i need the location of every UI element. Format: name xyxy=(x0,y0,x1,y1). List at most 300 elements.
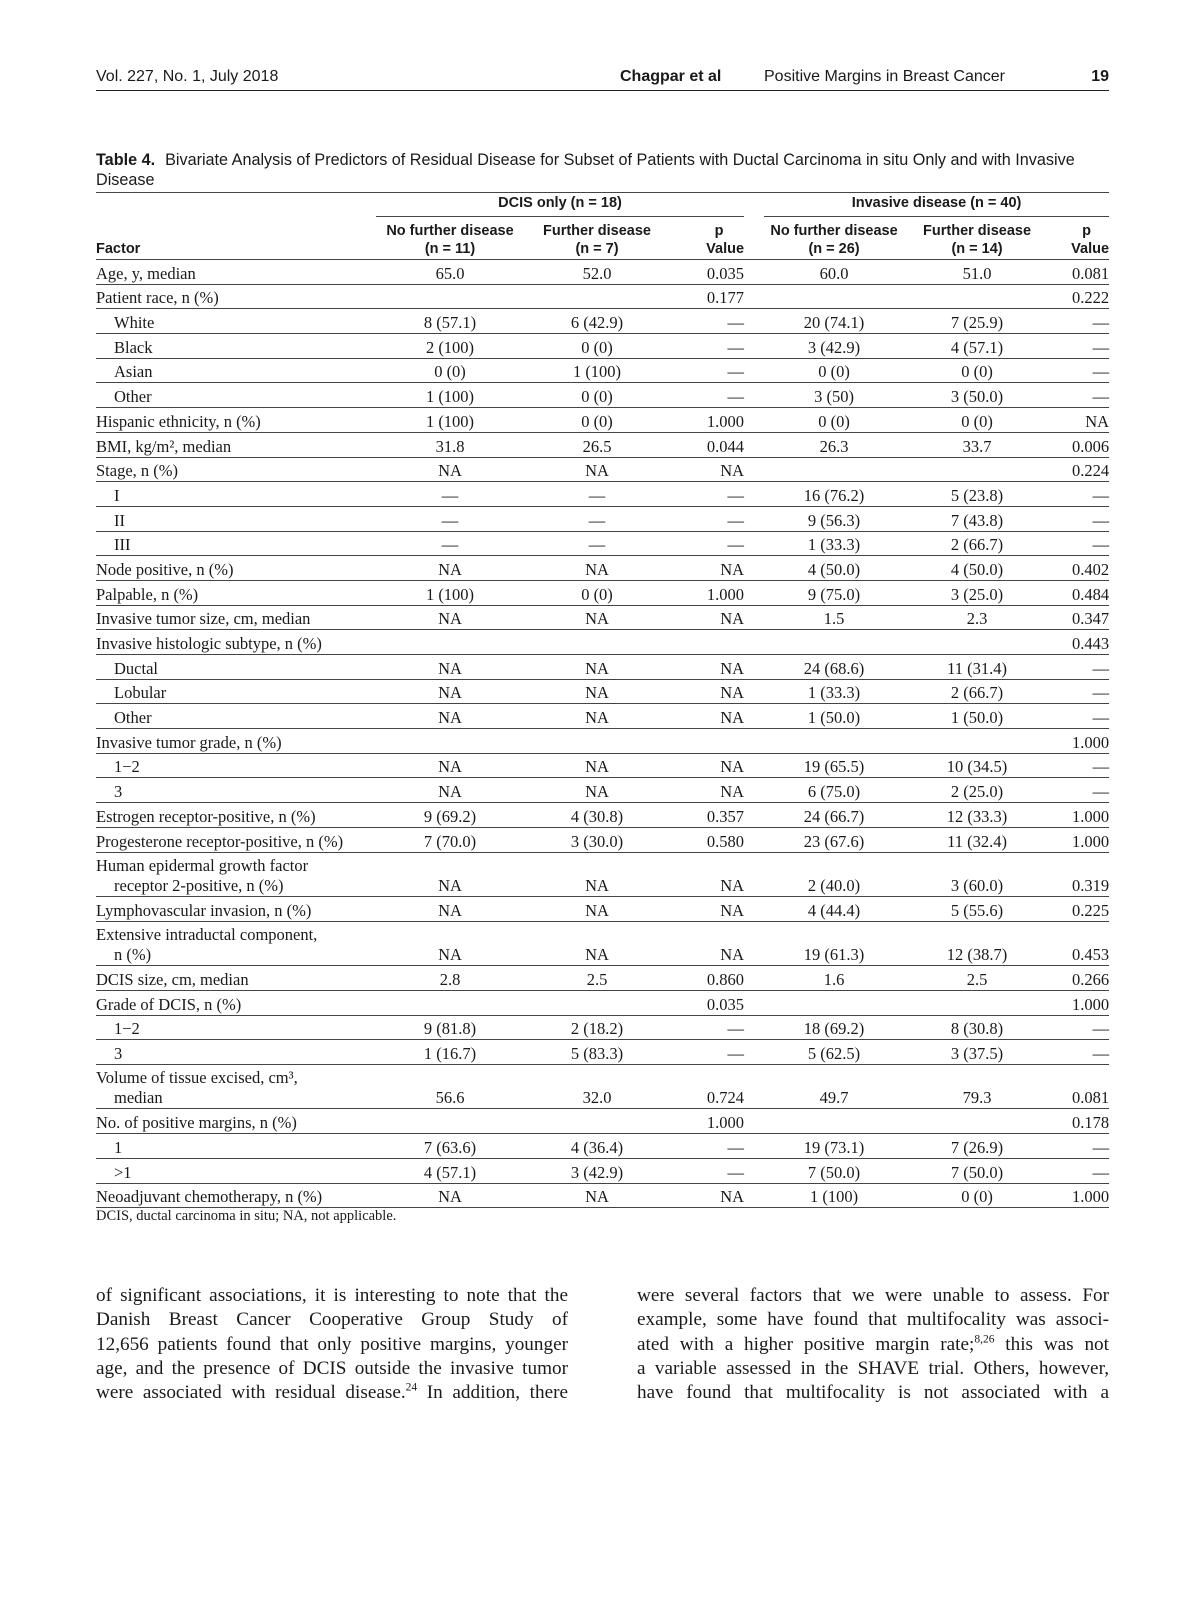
further-dcis-cell: NA xyxy=(524,655,670,680)
p-value-dcis-cell xyxy=(670,729,744,754)
further-dcis-cell: NA xyxy=(524,778,670,803)
further-dcis-cell: NA xyxy=(524,753,670,778)
no-further-invasive-cell: 2 (40.0) xyxy=(764,852,904,897)
further-invasive-cell: 8 (30.8) xyxy=(904,1015,1050,1040)
p-value-dcis-cell: — xyxy=(670,506,744,531)
factor-cell: BMI, kg/m², median xyxy=(96,432,376,457)
further-dcis-cell xyxy=(524,1109,670,1134)
spacer-cell xyxy=(744,482,764,507)
table-row xyxy=(96,358,1109,383)
further-invasive-cell: 51.0 xyxy=(904,260,1050,285)
p-value-invasive-cell: NA xyxy=(1050,408,1109,433)
p-value-invasive-cell: 0.347 xyxy=(1050,605,1109,630)
spacer-cell xyxy=(744,1183,764,1208)
further-invasive-cell xyxy=(904,457,1050,482)
p-value-dcis-cell: — xyxy=(670,482,744,507)
table-footnote: DCIS, ductal carcinoma in situ; NA, not applicable. xyxy=(96,1208,397,1224)
further-dcis-cell: 4 (36.4) xyxy=(524,1134,670,1159)
no-further-dcis-cell: 31.8 xyxy=(376,432,524,457)
further-invasive-cell: 5 (23.8) xyxy=(904,482,1050,507)
p-value-dcis-cell: — xyxy=(670,1158,744,1183)
body-line: 12,656 patients found that only positive margins, younger xyxy=(96,1333,568,1355)
spacer-cell xyxy=(744,827,764,852)
spacer-cell xyxy=(744,729,764,754)
p-value-invasive-cell: — xyxy=(1050,704,1109,729)
no-further-dcis-cell: 7 (70.0) xyxy=(376,827,524,852)
further-invasive-cell: 12 (38.7) xyxy=(904,921,1050,966)
further-dcis-cell: 32.0 xyxy=(524,1064,670,1109)
p-value-dcis-cell: 0.177 xyxy=(670,284,744,309)
spacer-cell xyxy=(744,1109,764,1134)
factor-cell: Invasive histologic subtype, n (%) xyxy=(96,630,376,655)
no-further-dcis-cell: NA xyxy=(376,1183,524,1208)
no-further-invasive-cell: 0 (0) xyxy=(764,358,904,383)
p-value-dcis-cell: 0.044 xyxy=(670,432,744,457)
no-further-invasive-cell xyxy=(764,990,904,1015)
table-row xyxy=(96,1158,1109,1183)
group-invasive-disease: Invasive disease (n = 40) xyxy=(764,193,1109,219)
factor-cell: Volume of tissue excised, cm³, median xyxy=(96,1064,376,1109)
group-dcis-only: DCIS only (n = 18) xyxy=(376,193,744,219)
p-value-dcis-cell: NA xyxy=(670,778,744,803)
p-value-invasive-cell: 0.006 xyxy=(1050,432,1109,457)
p-value-dcis-cell: — xyxy=(670,1015,744,1040)
factor-cell: Invasive tumor grade, n (%) xyxy=(96,729,376,754)
further-dcis-cell: NA xyxy=(524,457,670,482)
no-further-invasive-cell: 16 (76.2) xyxy=(764,482,904,507)
p-value-invasive-cell: 0.266 xyxy=(1050,966,1109,991)
further-invasive-cell: 10 (34.5) xyxy=(904,753,1050,778)
factor-cell: Invasive tumor size, cm, median xyxy=(96,605,376,630)
table-row xyxy=(96,966,1109,991)
further-invasive-cell: 3 (37.5) xyxy=(904,1040,1050,1065)
factor-cell: White xyxy=(96,309,376,334)
table-row xyxy=(96,630,1109,655)
p-value-invasive-cell: — xyxy=(1050,358,1109,383)
further-invasive-cell: 7 (26.9) xyxy=(904,1134,1050,1159)
p-value-dcis-cell: 0.357 xyxy=(670,803,744,828)
spacer-cell xyxy=(744,852,764,897)
factor-cell: I xyxy=(96,482,376,507)
body-line: were several factors that we were unable to assess. For xyxy=(637,1285,1109,1306)
table-row xyxy=(96,729,1109,754)
p-value-invasive-cell: 1.000 xyxy=(1050,729,1109,754)
further-dcis-cell: — xyxy=(524,482,670,507)
table-group-header xyxy=(96,193,1109,219)
no-further-dcis-cell: — xyxy=(376,506,524,531)
factor-cell: >1 xyxy=(96,1158,376,1183)
p-value-dcis-cell: NA xyxy=(670,457,744,482)
table-row xyxy=(96,655,1109,680)
no-further-invasive-cell: 60.0 xyxy=(764,260,904,285)
further-invasive-cell xyxy=(904,1109,1050,1134)
further-invasive-cell xyxy=(904,729,1050,754)
further-dcis-cell: NA xyxy=(524,704,670,729)
spacer-cell xyxy=(744,1134,764,1159)
no-further-invasive-cell: 24 (66.7) xyxy=(764,803,904,828)
p-value-dcis-cell: 1.000 xyxy=(670,408,744,433)
table-row xyxy=(96,827,1109,852)
table-caption xyxy=(96,150,1109,190)
table-row xyxy=(96,921,1109,966)
further-invasive-cell: 11 (32.4) xyxy=(904,827,1050,852)
p-value-dcis-cell: 0.035 xyxy=(670,260,744,285)
no-further-dcis-cell: 1 (100) xyxy=(376,408,524,433)
spacer-cell xyxy=(744,383,764,408)
p-value-invasive-cell: 1.000 xyxy=(1050,803,1109,828)
p-value-dcis-cell: 0.724 xyxy=(670,1064,744,1109)
p-value-invasive-cell: — xyxy=(1050,506,1109,531)
further-invasive-cell: 0 (0) xyxy=(904,358,1050,383)
p-value-invasive-cell: 0.224 xyxy=(1050,457,1109,482)
table-row xyxy=(96,457,1109,482)
col-further-dcis: Further disease (n = 7) xyxy=(524,218,670,260)
no-further-invasive-cell: 1 (33.3) xyxy=(764,531,904,556)
no-further-invasive-cell: 7 (50.0) xyxy=(764,1158,904,1183)
no-further-dcis-cell: NA xyxy=(376,753,524,778)
table-row xyxy=(96,482,1109,507)
table-row xyxy=(96,1015,1109,1040)
further-dcis-cell: 2.5 xyxy=(524,966,670,991)
further-dcis-cell: 2 (18.2) xyxy=(524,1015,670,1040)
p-value-invasive-cell: 0.081 xyxy=(1050,1064,1109,1109)
no-further-dcis-cell: NA xyxy=(376,778,524,803)
spacer-cell xyxy=(744,704,764,729)
table-row xyxy=(96,852,1109,897)
p-value-dcis-cell: — xyxy=(670,309,744,334)
no-further-invasive-cell xyxy=(764,630,904,655)
spacer-cell xyxy=(744,309,764,334)
further-dcis-cell: — xyxy=(524,506,670,531)
no-further-dcis-cell: — xyxy=(376,531,524,556)
col-factor: Factor xyxy=(96,218,376,260)
page-number: 19 xyxy=(1091,68,1109,85)
further-invasive-cell: 5 (55.6) xyxy=(904,897,1050,922)
further-invasive-cell xyxy=(904,630,1050,655)
further-invasive-cell: 2.3 xyxy=(904,605,1050,630)
further-invasive-cell: 3 (50.0) xyxy=(904,383,1050,408)
body-line: age, and the presence of DCIS outside the invasive tumor xyxy=(96,1357,568,1379)
no-further-invasive-cell: 4 (44.4) xyxy=(764,897,904,922)
further-invasive-cell xyxy=(904,990,1050,1015)
no-further-invasive-cell: 1 (33.3) xyxy=(764,679,904,704)
no-further-invasive-cell: 19 (73.1) xyxy=(764,1134,904,1159)
p-value-dcis-cell: NA xyxy=(670,753,744,778)
table-row xyxy=(96,556,1109,581)
body-text-left-column xyxy=(96,1284,568,1405)
factor-cell: 1 xyxy=(96,1134,376,1159)
col-no-further-dcis: No further disease (n = 11) xyxy=(376,218,524,260)
body-line: were associated with residual disease.$^{24}$ In addition, there xyxy=(96,1381,568,1404)
no-further-dcis-cell: 65.0 xyxy=(376,260,524,285)
factor-cell: Palpable, n (%) xyxy=(96,580,376,605)
p-value-invasive-cell: 0.178 xyxy=(1050,1109,1109,1134)
further-dcis-cell xyxy=(524,990,670,1015)
spacer-cell xyxy=(744,580,764,605)
p-value-invasive-cell: 1.000 xyxy=(1050,827,1109,852)
no-further-dcis-cell: 4 (57.1) xyxy=(376,1158,524,1183)
table-row xyxy=(96,753,1109,778)
no-further-invasive-cell xyxy=(764,284,904,309)
spacer-cell xyxy=(744,966,764,991)
spacer-cell xyxy=(744,921,764,966)
no-further-invasive-cell: 18 (69.2) xyxy=(764,1015,904,1040)
table-caption-text: Bivariate Analysis of Predictors of Residual Disease for Subset of Patients with Ductal Carcinoma in situ Only and with Invasive Disease xyxy=(96,151,1075,189)
table-row xyxy=(96,408,1109,433)
table-row xyxy=(96,309,1109,334)
further-dcis-cell: 0 (0) xyxy=(524,334,670,359)
further-invasive-cell: 4 (50.0) xyxy=(904,556,1050,581)
spacer-cell xyxy=(744,990,764,1015)
further-dcis-cell: 3 (42.9) xyxy=(524,1158,670,1183)
spacer-cell xyxy=(744,1064,764,1109)
no-further-invasive-cell: 9 (56.3) xyxy=(764,506,904,531)
further-dcis-cell: 52.0 xyxy=(524,260,670,285)
p-value-dcis-cell: — xyxy=(670,1134,744,1159)
factor-cell: Grade of DCIS, n (%) xyxy=(96,990,376,1015)
factor-cell: Extensive intraductal component, n (%) xyxy=(96,921,376,966)
p-value-invasive-cell: 0.319 xyxy=(1050,852,1109,897)
p-value-dcis-cell: NA xyxy=(670,1183,744,1208)
further-invasive-cell: 2 (25.0) xyxy=(904,778,1050,803)
further-dcis-cell xyxy=(524,284,670,309)
factor-cell: Lobular xyxy=(96,679,376,704)
p-value-invasive-cell: — xyxy=(1050,383,1109,408)
p-value-invasive-cell: 0.443 xyxy=(1050,630,1109,655)
no-further-dcis-cell: 7 (63.6) xyxy=(376,1134,524,1159)
p-value-dcis-cell xyxy=(670,630,744,655)
further-dcis-cell: NA xyxy=(524,556,670,581)
further-invasive-cell: 7 (25.9) xyxy=(904,309,1050,334)
no-further-dcis-cell: 9 (69.2) xyxy=(376,803,524,828)
p-value-invasive-cell: — xyxy=(1050,655,1109,680)
no-further-dcis-cell: NA xyxy=(376,556,524,581)
table-row xyxy=(96,383,1109,408)
factor-cell: 3 xyxy=(96,1040,376,1065)
table-row xyxy=(96,432,1109,457)
table-label: Table 4. xyxy=(96,151,156,169)
factor-cell: Hispanic ethnicity, n (%) xyxy=(96,408,376,433)
factor-cell: Patient race, n (%) xyxy=(96,284,376,309)
further-dcis-cell: 0 (0) xyxy=(524,408,670,433)
table-row xyxy=(96,531,1109,556)
p-value-dcis-cell: — xyxy=(670,1040,744,1065)
further-dcis-cell: NA xyxy=(524,897,670,922)
factor-cell: Black xyxy=(96,334,376,359)
table-row xyxy=(96,506,1109,531)
table-row xyxy=(96,990,1109,1015)
further-invasive-cell: 79.3 xyxy=(904,1064,1050,1109)
factor-cell: Progesterone receptor-positive, n (%) xyxy=(96,827,376,852)
table-row xyxy=(96,679,1109,704)
further-dcis-cell: NA xyxy=(524,679,670,704)
body-line: Danish Breast Cancer Cooperative Group Study of xyxy=(96,1309,568,1331)
body-text-right-column xyxy=(637,1284,1109,1405)
further-dcis-cell: 6 (42.9) xyxy=(524,309,670,334)
no-further-invasive-cell xyxy=(764,457,904,482)
p-value-dcis-cell: — xyxy=(670,383,744,408)
spacer-cell xyxy=(744,605,764,630)
further-invasive-cell: 2.5 xyxy=(904,966,1050,991)
p-value-invasive-cell: 0.081 xyxy=(1050,260,1109,285)
further-invasive-cell: 2 (66.7) xyxy=(904,531,1050,556)
factor-cell: II xyxy=(96,506,376,531)
table-row xyxy=(96,1183,1109,1208)
no-further-dcis-cell: NA xyxy=(376,605,524,630)
no-further-dcis-cell xyxy=(376,990,524,1015)
body-line: have found that multifocality is not associated with a xyxy=(637,1382,1109,1404)
p-value-invasive-cell: — xyxy=(1050,309,1109,334)
no-further-invasive-cell: 24 (68.6) xyxy=(764,655,904,680)
further-invasive-cell: 4 (57.1) xyxy=(904,334,1050,359)
factor-cell: 3 xyxy=(96,778,376,803)
table-row xyxy=(96,897,1109,922)
p-value-dcis-cell: 1.000 xyxy=(670,580,744,605)
spacer-cell xyxy=(744,506,764,531)
table-body xyxy=(96,260,1109,1208)
factor-cell: DCIS size, cm, median xyxy=(96,966,376,991)
p-value-invasive-cell: — xyxy=(1050,531,1109,556)
no-further-invasive-cell: 1 (50.0) xyxy=(764,704,904,729)
no-further-invasive-cell: 1.5 xyxy=(764,605,904,630)
running-header xyxy=(96,66,1109,91)
further-invasive-cell: 0 (0) xyxy=(904,408,1050,433)
further-dcis-cell: 26.5 xyxy=(524,432,670,457)
no-further-invasive-cell: 9 (75.0) xyxy=(764,580,904,605)
p-value-invasive-cell: 0.453 xyxy=(1050,921,1109,966)
p-value-dcis-cell: 0.035 xyxy=(670,990,744,1015)
p-value-invasive-cell: 1.000 xyxy=(1050,1183,1109,1208)
no-further-dcis-cell xyxy=(376,729,524,754)
further-dcis-cell xyxy=(524,729,670,754)
no-further-dcis-cell: NA xyxy=(376,655,524,680)
p-value-dcis-cell: — xyxy=(670,334,744,359)
no-further-dcis-cell xyxy=(376,1109,524,1134)
no-further-invasive-cell: 1.6 xyxy=(764,966,904,991)
p-value-dcis-cell: — xyxy=(670,358,744,383)
no-further-invasive-cell xyxy=(764,729,904,754)
spacer-cell xyxy=(744,679,764,704)
col-p-value-dcis: p Value xyxy=(670,218,744,260)
further-invasive-cell: 11 (31.4) xyxy=(904,655,1050,680)
no-further-invasive-cell: 26.3 xyxy=(764,432,904,457)
no-further-dcis-cell: NA xyxy=(376,852,524,897)
no-further-dcis-cell xyxy=(376,630,524,655)
further-invasive-cell: 33.7 xyxy=(904,432,1050,457)
factor-cell: Other xyxy=(96,383,376,408)
no-further-dcis-cell: 56.6 xyxy=(376,1064,524,1109)
further-dcis-cell: 5 (83.3) xyxy=(524,1040,670,1065)
no-further-dcis-cell: NA xyxy=(376,457,524,482)
further-dcis-cell: NA xyxy=(524,605,670,630)
factor-cell: Stage, n (%) xyxy=(96,457,376,482)
p-value-invasive-cell: 0.402 xyxy=(1050,556,1109,581)
spacer-cell xyxy=(744,556,764,581)
no-further-dcis-cell: NA xyxy=(376,897,524,922)
spacer-cell xyxy=(744,803,764,828)
no-further-dcis-cell: 2.8 xyxy=(376,966,524,991)
spacer-cell xyxy=(744,1158,764,1183)
no-further-dcis-cell xyxy=(376,284,524,309)
further-dcis-cell: NA xyxy=(524,1183,670,1208)
no-further-invasive-cell: 1 (100) xyxy=(764,1183,904,1208)
further-invasive-cell: 3 (25.0) xyxy=(904,580,1050,605)
further-invasive-cell: 3 (60.0) xyxy=(904,852,1050,897)
table-row xyxy=(96,1040,1109,1065)
reference-superscript: 8,26 xyxy=(974,1333,995,1346)
no-further-dcis-cell: 1 (100) xyxy=(376,580,524,605)
no-further-dcis-cell: 1 (100) xyxy=(376,383,524,408)
p-value-dcis-cell: NA xyxy=(670,605,744,630)
p-value-dcis-cell: NA xyxy=(670,655,744,680)
further-dcis-cell: NA xyxy=(524,852,670,897)
p-value-invasive-cell: — xyxy=(1050,679,1109,704)
no-further-invasive-cell xyxy=(764,1109,904,1134)
p-value-invasive-cell: 0.484 xyxy=(1050,580,1109,605)
further-invasive-cell: 0 (0) xyxy=(904,1183,1050,1208)
spacer-cell xyxy=(744,284,764,309)
factor-cell: 1−2 xyxy=(96,1015,376,1040)
no-further-invasive-cell: 5 (62.5) xyxy=(764,1040,904,1065)
p-value-invasive-cell: — xyxy=(1050,334,1109,359)
table-row xyxy=(96,778,1109,803)
data-table xyxy=(96,192,1109,1208)
further-dcis-cell: 1 (100) xyxy=(524,358,670,383)
table-row xyxy=(96,803,1109,828)
further-invasive-cell: 1 (50.0) xyxy=(904,704,1050,729)
body-line: of significant associations, it is interesting to note that the xyxy=(96,1285,568,1306)
no-further-dcis-cell: NA xyxy=(376,679,524,704)
no-further-invasive-cell: 19 (61.3) xyxy=(764,921,904,966)
spacer-cell xyxy=(744,334,764,359)
spacer-cell xyxy=(744,897,764,922)
spacer-cell xyxy=(744,1040,764,1065)
p-value-dcis-cell: NA xyxy=(670,921,744,966)
table-row xyxy=(96,1134,1109,1159)
table-row xyxy=(96,704,1109,729)
spacer-cell xyxy=(744,1015,764,1040)
no-further-dcis-cell: 8 (57.1) xyxy=(376,309,524,334)
spacer-cell xyxy=(744,358,764,383)
p-value-invasive-cell: — xyxy=(1050,482,1109,507)
no-further-invasive-cell: 0 (0) xyxy=(764,408,904,433)
factor-cell: Lymphovascular invasion, n (%) xyxy=(96,897,376,922)
table-row xyxy=(96,284,1109,309)
reference-superscript: 24 xyxy=(405,1381,418,1394)
further-invasive-cell: 7 (43.8) xyxy=(904,506,1050,531)
further-dcis-cell: — xyxy=(524,531,670,556)
no-further-invasive-cell: 19 (65.5) xyxy=(764,753,904,778)
no-further-invasive-cell: 23 (67.6) xyxy=(764,827,904,852)
no-further-invasive-cell: 49.7 xyxy=(764,1064,904,1109)
p-value-dcis-cell: NA xyxy=(670,556,744,581)
no-further-dcis-cell: NA xyxy=(376,704,524,729)
factor-cell: Ductal xyxy=(96,655,376,680)
further-invasive-cell: 2 (66.7) xyxy=(904,679,1050,704)
p-value-invasive-cell: 1.000 xyxy=(1050,990,1109,1015)
further-invasive-cell xyxy=(904,284,1050,309)
p-value-dcis-cell: — xyxy=(670,531,744,556)
p-value-dcis-cell: NA xyxy=(670,679,744,704)
table-row xyxy=(96,1109,1109,1134)
p-value-dcis-cell: 1.000 xyxy=(670,1109,744,1134)
no-further-dcis-cell: 0 (0) xyxy=(376,358,524,383)
further-dcis-cell: 3 (30.0) xyxy=(524,827,670,852)
factor-cell: Estrogen receptor-positive, n (%) xyxy=(96,803,376,828)
p-value-invasive-cell: — xyxy=(1050,1134,1109,1159)
p-value-invasive-cell: — xyxy=(1050,753,1109,778)
col-further-invasive: Further disease (n = 14) xyxy=(904,218,1050,260)
